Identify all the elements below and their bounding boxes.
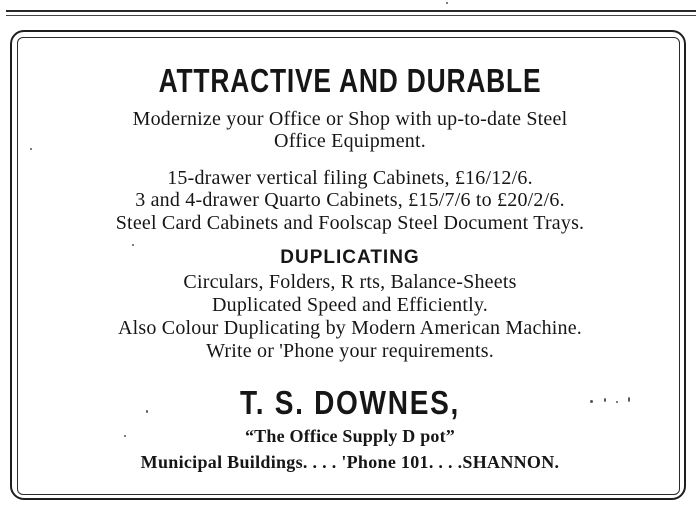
print-speck (446, 2, 448, 4)
business-name: T. S. DOWNES, (239, 384, 461, 421)
duplicating-line: Circulars, Folders, R rts, Balance-Sheets (183, 271, 517, 293)
business-address: Municipal Buildings. . . . 'Phone 101. . . .SHANNON. (140, 452, 560, 472)
duplicating-line: Write or 'Phone your requirements. (206, 340, 494, 362)
print-speck (590, 400, 593, 403)
product-line: Steel Card Cabinets and Foolscap Steel Document Trays. (115, 212, 585, 234)
print-speck (628, 397, 630, 402)
print-speck (616, 401, 618, 403)
duplicating-heading: DUPLICATING (280, 247, 420, 268)
print-speck (146, 410, 148, 413)
intro-line-1: Modernize your Office or Shop with up-to-date Steel (132, 108, 568, 130)
print-speck (132, 244, 134, 246)
print-speck (124, 435, 126, 437)
print-speck (604, 398, 606, 402)
intro-line-2: Office Equipment. (274, 130, 426, 152)
top-rule-thin (6, 15, 696, 16)
duplicating-line: Also Colour Duplicating by Modern American Machine. (118, 317, 582, 339)
product-line: 15-drawer vertical filing Cabinets, £16/12/6. (167, 167, 533, 189)
top-rule (6, 10, 696, 12)
print-speck (30, 148, 32, 150)
business-tagline: “The Office Supply D pot” (244, 426, 456, 446)
headline: ATTRACTIVE AND DURABLE (158, 62, 542, 99)
duplicating-line: Duplicated Speed and Efficiently. (212, 294, 488, 316)
product-line: 3 and 4-drawer Quarto Cabinets, £15/7/6 to £20/2/6. (135, 189, 565, 211)
